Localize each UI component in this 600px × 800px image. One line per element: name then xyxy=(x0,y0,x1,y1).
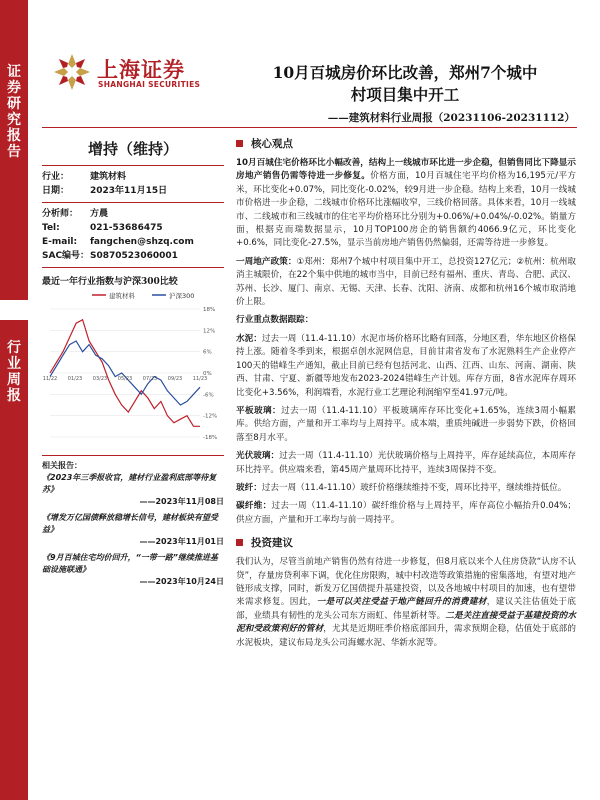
sidebar-top-band xyxy=(0,0,28,300)
x-tick-label: 11/23 xyxy=(192,376,208,382)
x-tick-label: 09/23 xyxy=(167,376,183,382)
related-item[interactable]: 《9月百城住宅均价回升，“一带一路”继续推进基础设施联通》 xyxy=(42,553,218,574)
section-core xyxy=(236,136,576,151)
report-title-line1: 10月百城房价环比改善，郑州7个城中 xyxy=(272,63,538,82)
legend-label: 建筑材料 xyxy=(109,292,135,300)
carbon-fiber-paragraph xyxy=(236,500,576,527)
fiberglass-paragraph xyxy=(236,482,576,495)
chart-title: 最近一年行业指数与沪深300比较 xyxy=(42,277,178,287)
core-paragraph-2 xyxy=(236,256,576,310)
analyst-email[interactable]: fangchen@shzq.com xyxy=(90,237,194,247)
x-tick-label: 03/23 xyxy=(92,376,108,382)
report-subtitle: ——建筑材料行业周报（20231106-20231112） xyxy=(327,112,575,124)
section-invest-title: 投资建议 xyxy=(251,537,293,550)
section-core-title: 核心观点 xyxy=(251,138,293,150)
fiberglass-label: 玻纤： xyxy=(236,482,262,493)
invest-paragraph xyxy=(236,556,576,650)
related-heading: 相关报告： xyxy=(42,461,82,470)
brand-name-cn: 上海证券 xyxy=(97,57,185,82)
invest-text: ，建议关注估值处于底部，业绩具有韧性的龙头公司东方雨虹、伟星新材等。 xyxy=(236,597,576,621)
data-label: 行业重点数据跟踪： xyxy=(236,315,314,326)
fiberglass-text: 过去一周（11.4-11.10）玻纤价格继续维持不变，周环比持平，继续维持低位。 xyxy=(261,482,567,493)
cement-text: 过去一周（11.4-11.10）水泥市场价格环比略有回落，分地区看，华东地区价格保持上涨。随着冬季到来，根据卓创水泥网信息，目前甘肃省发布了水泥熟料生产企业停产100天的错峰生产通知，截止目前已经有包括河北、山西、江西、山东、河南、湖南、陕西、甘肃、宁夏、新疆等地发布2023-2024错峰生产计划。库存方面，8省水泥库存周环比变化+3.56%，利润端看，水泥行业工艺理论利润缩窄至41.97元/吨。 xyxy=(236,333,576,398)
meta-value: 建筑材料 xyxy=(90,172,127,182)
pv-glass-paragraph xyxy=(236,450,576,477)
x-tick-label: 05/23 xyxy=(117,376,133,382)
related-date: ——2023年11月01日 xyxy=(139,537,224,546)
index-comparison-chart xyxy=(42,287,224,447)
meta-key: SAC编号： xyxy=(42,251,90,261)
carbon-fiber-label: 碳纤维： xyxy=(236,501,272,512)
related-date: ——2023年10月24日 xyxy=(139,577,224,586)
meta-key: 日期： xyxy=(42,186,70,196)
header-divider xyxy=(42,127,577,128)
glass-text: 过去一周（11.4-11.10）平板玻璃库存环比变化+1.65%，连续3周小幅累库。供给方面，产量和开工率均与上周持平。成本端，重质纯碱进一步弱势下跌，价格回落至8月水平。 xyxy=(236,405,576,443)
related-item[interactable]: 《增发万亿国债释放稳增长信号，建材板块有望受益》 xyxy=(42,513,218,534)
sidebar-top-label: 证券研究报告 xyxy=(7,64,21,160)
glass-paragraph xyxy=(236,405,576,445)
pv-glass-text: 过去一周（11.4-11.10）光伏玻璃价格与上周持平，库存延续高位，本周库存环比持平。供应端来看，第45周产量周环比持平，连续3周保持不变。 xyxy=(236,451,576,475)
meta-key: 分析师： xyxy=(42,209,79,219)
core-text: 价格方面，10月百城住宅平均价格为16,195元/平方米，环比变化+0.07%，同比变化-0.02%，较9月进一步企稳。结构上来看，10月一线城市价格进一步企稳，二线城市价格环比涨幅收窄，三线价格回落。具体来看，10月一线城市、二线城市和三线城市的住宅平均价格环比分别为+0.06%/+0.04%/-0.02%。销量方面，根据克而瑞数据显示，10月TOP100房企的销售额约4066.9亿元，环比变化+0.6%，同比变化-27.5%，显示当前房地产销售仍然偏弱，还需等待进一步修复。 xyxy=(236,171,576,249)
y-tick-label: 6% xyxy=(203,349,212,356)
core-paragraph-1 xyxy=(236,157,576,251)
main-content xyxy=(236,134,576,655)
related-item[interactable]: 《2023年三季报收官，建材行业盈利底部等待复苏》 xyxy=(42,473,217,494)
brand-name-en: SHANGHAI SECURITIES xyxy=(98,80,201,89)
cement-label: 水泥： xyxy=(236,333,262,344)
core-lead: 10月百城住宅价格环比小幅改善，结构上一线城市环比进一步企稳，但销售同比下降显示房地产销售仍需等待进一步修复。 xyxy=(236,158,576,182)
y-tick-label: -12% xyxy=(203,413,218,420)
y-tick-label: -6% xyxy=(203,392,214,399)
invest-point-2: 二是关注直接受益于基建投资的水泥和受政策利好的管材 xyxy=(236,610,576,635)
x-tick-label: 11/22 xyxy=(42,376,58,382)
section-marker-icon xyxy=(236,539,243,546)
y-tick-label: 0% xyxy=(203,371,212,377)
invest-text: ，尤其是近期旺季价格底部回升，需求预期企稳，估值处于底部的水泥板块，建议布局龙头公司海螺水泥、华新水泥等。 xyxy=(236,624,576,648)
invest-text: 我们认为，尽管当前地产销售仍然有待进一步修复，但8月底以来个人住房贷款“认房不认贷”，存量房贷利率下调，优化住房限购，城中村改造等政策措施的密集落地，有望对地产链形成支撑，同时，新发万亿国债提升基建投资，以及各地城中村项目的加速，也有望带来需求修复。因此， xyxy=(236,557,576,608)
meta-key: E-mail: xyxy=(42,237,78,247)
meta-key: Tel: xyxy=(42,223,60,233)
analyst-block xyxy=(42,203,224,267)
analyst-sac: S0870523060001 xyxy=(90,251,178,261)
meta-value: 2023年11月15日 xyxy=(90,186,168,196)
divider xyxy=(42,455,224,456)
sidebar xyxy=(0,0,28,800)
x-tick-label: 01/23 xyxy=(67,376,83,382)
policy-text: ①郑州：郑州7个城中村项目集中开工，总投资127亿元；②杭州：杭州取消主城限价，在22个集中供地的城市当中，目前已经有福州、重庆、青岛、合肥、武汉、苏州、长沙、厦门、南京、无锡、天津、长春、沈阳、济南、成都和杭州16个城市取消地价上限。 xyxy=(236,256,576,308)
brand-logo-icon xyxy=(52,52,92,92)
report-header xyxy=(235,62,575,125)
core-paragraph-3 xyxy=(236,314,576,327)
left-column xyxy=(42,130,224,592)
divider xyxy=(42,267,224,268)
related-date: ——2023年11月08日 xyxy=(139,497,224,506)
carbon-fiber-text: 过去一周（11.4-11.10）碳纤维价格与上周持平，库存高位小幅抬升0.04%；供应方面，产量和开工率均与前一周持平。 xyxy=(236,501,576,525)
pv-glass-label: 光伏玻璃： xyxy=(236,451,280,462)
y-tick-label: 12% xyxy=(203,328,216,335)
cement-paragraph xyxy=(236,333,576,400)
policy-label: 一周地产政策： xyxy=(236,256,297,267)
sidebar-bottom-band xyxy=(0,320,28,800)
glass-label: 平板玻璃： xyxy=(236,405,282,416)
y-tick-label: -18% xyxy=(203,435,218,441)
related-reports xyxy=(42,460,224,588)
invest-point-1: 一是可以关注受益于地产链回升的消费建材 xyxy=(316,597,487,608)
sidebar-bottom-label: 行业周报 xyxy=(7,340,21,404)
analyst-tel: 021-53686475 xyxy=(90,223,163,233)
legend-label: 沪深300 xyxy=(169,292,195,300)
rating: 增持（维持） xyxy=(87,140,178,158)
section-invest xyxy=(236,535,576,550)
meta-block xyxy=(42,166,224,202)
y-tick-label: 18% xyxy=(203,307,216,313)
x-tick-label: 07/23 xyxy=(142,376,158,382)
meta-key: 行业： xyxy=(42,172,70,182)
brand-logo xyxy=(52,50,212,100)
section-marker-icon xyxy=(236,140,243,147)
analyst-name: 方晨 xyxy=(90,209,109,219)
report-title-line2: 村项目集中开工 xyxy=(350,85,460,104)
